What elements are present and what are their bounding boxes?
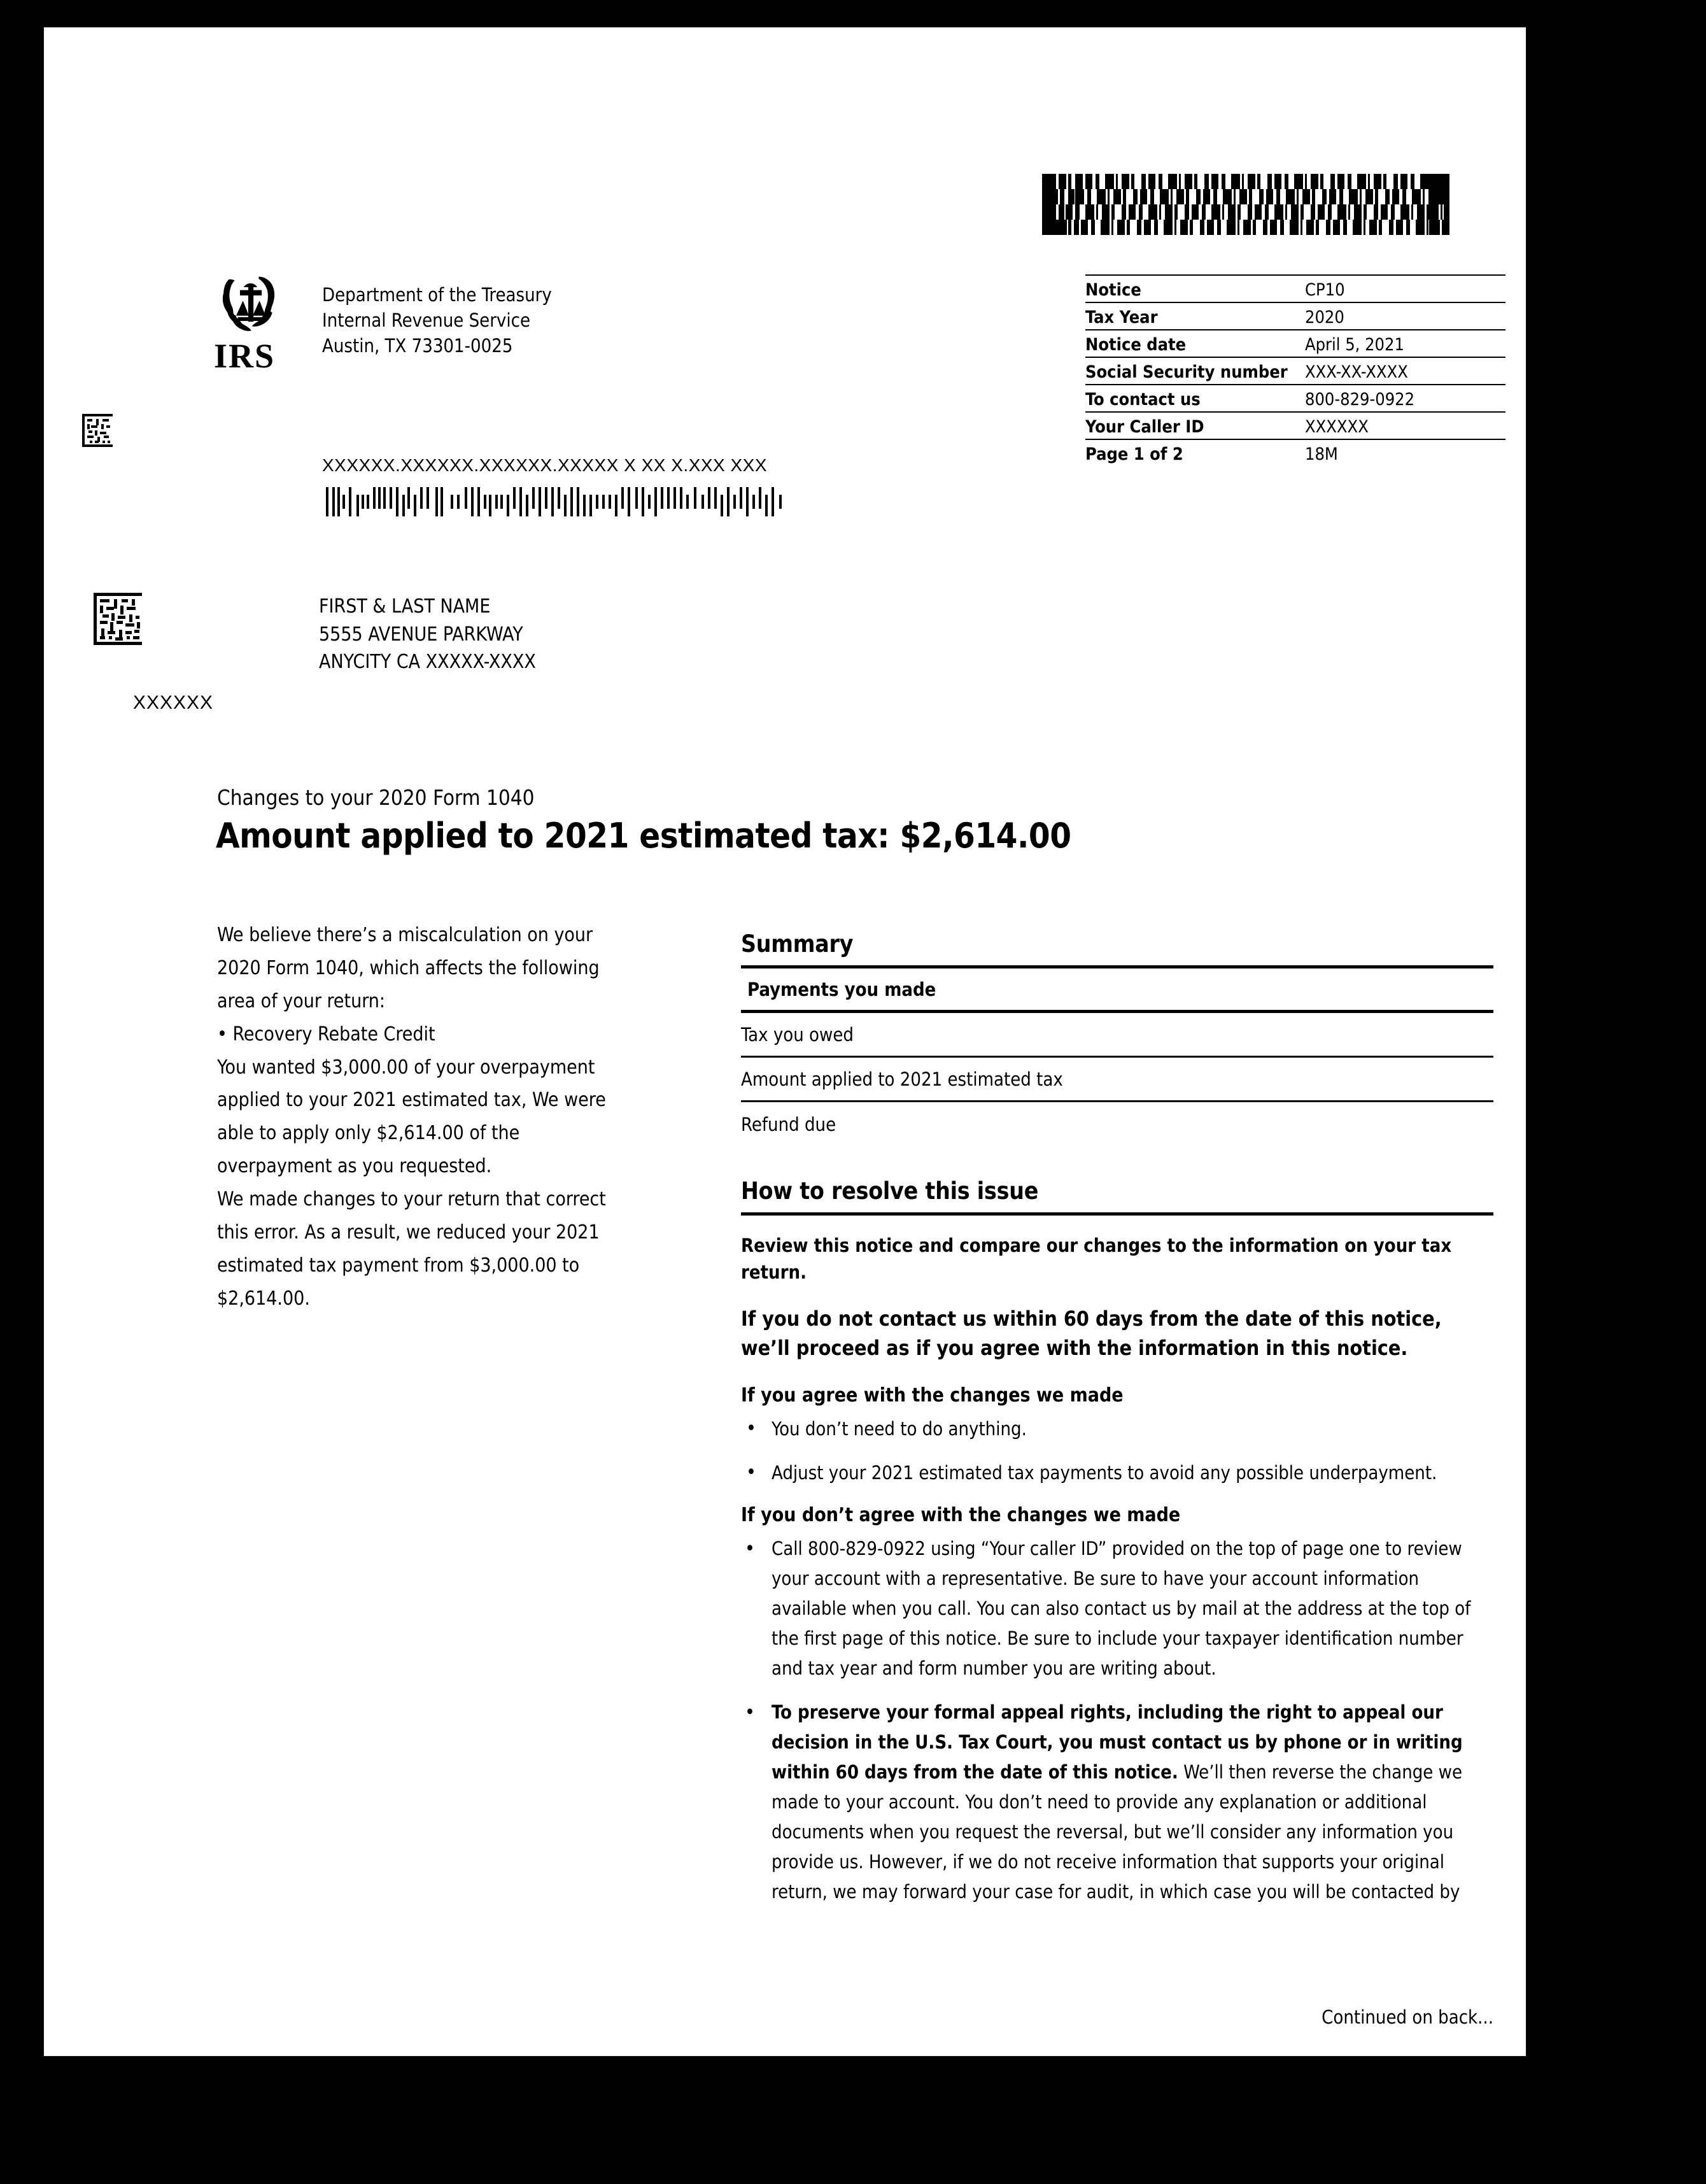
summary-label: Tax you owed [741,1023,854,1046]
notice-label: Your Caller ID [1085,417,1204,437]
deadline-paragraph: If you do not contact us within 60 days from the date of this notice, we’ll proceed as if you agree with the information in this notice. [741,1307,1442,1360]
datamatrix-code [94,593,142,645]
summary-heading: Summary [741,930,854,958]
summary-label: Payments you made [747,978,936,1000]
review-paragraph: Review this notice and compare our changes to the information on your tax return. [741,1235,1452,1284]
notice-value: April 5, 2021 [1305,335,1404,355]
list-item: • Adjust your 2021 estimated tax payments to avoid any possible underpayment. [741,1459,1493,1487]
summary-table [741,968,1493,1147]
table-row [741,1102,1493,1147]
notice-value: XXXXXX [1305,417,1369,437]
page-title: Amount applied to 2021 estimated tax: $2,614.00 [216,816,1071,856]
disagree-bullet-appeal [741,1698,1493,1907]
divider [741,1212,1493,1216]
explanation-column [217,919,631,1315]
explanation-paragraph-2: We made changes to your return that correct this error. As a result, we reduced your 2021 estimated tax payment from $3,000.00 to $2,614.00. [217,1188,606,1310]
notice-label: Notice [1085,280,1141,300]
disagree-subheading: If you don’t agree with the changes we made [741,1503,1181,1526]
address-line-1: 5555 AVENUE PARKWAY [319,623,523,646]
main-content-column [741,930,1493,2028]
agency-line-0: Department of the Treasury [322,284,552,306]
explanation-bullet: • Recovery Rebate Credit [217,1023,435,1046]
notice-label: Notice date [1085,335,1187,355]
summary-label: Amount applied to 2021 estimated tax [741,1068,1063,1090]
recipient-address-block [319,593,536,676]
irs-logo-wordmark: IRS [214,337,276,375]
lower-reference-mark: XXXXXX [133,692,214,713]
notice-label: Tax Year [1085,308,1158,327]
table-row [741,1058,1493,1102]
pdf417-barcode [1042,174,1449,235]
appeal-rights-bold: To preserve your formal appeal rights, including the right to appeal our decision in the U.S. Tax Court, you must contact us by phone or in writing within 60 days from the date of this notice. [772,1701,1463,1783]
table-row [1085,274,1505,302]
notice-value: 800-829-0922 [1305,390,1415,409]
bullet-glyph: • [745,1537,755,1560]
notice-label: Page 1 of 2 [1085,444,1183,464]
datamatrix-code [82,414,113,447]
postal-imb-barcode [326,487,784,516]
agency-address-block [322,282,552,358]
notice-value: XXX-XX-XXXX [1305,362,1408,382]
explanation-intro: We believe there’s a miscalculation on your 2020 Form 1040, which affects the following area of your return: [217,924,600,1012]
agency-line-2: Austin, TX 73301-0025 [322,335,513,357]
appeal-rights-rest: We’ll then reverse the change we made to your account. You don’t need to provide any explanation or additional documents when you request the reversal, but we’ll consider any information you provide us. However, if we do not receive information that supports your original return, we may forward your case for audit, in which case you will be contacted by [772,1761,1463,1903]
account-reference-line: XXXXXX.XXXXXX.XXXXXX.XXXXX X XX X.XXX XXX [322,455,768,475]
agree-bullet-list [741,1415,1493,1487]
table-row [1085,329,1505,357]
table-row [1085,439,1505,466]
notice-label: To contact us [1085,390,1201,409]
summary-label: Refund due [741,1114,836,1135]
disagree-call-text: Call 800-829-0922 using “Your caller ID” provided on the top of page one to review your account with a representative. Be sure to have your account information available when you call. You can also contact us by mail at the address at the top of the first page of this notice. Be sure to include your taxpayer identification number and tax year and form number you are writing about. [772,1537,1471,1679]
table-row [1085,384,1505,411]
list-item: • You don’t need to do anything. [741,1415,1493,1443]
address-line-0: FIRST & LAST NAME [319,595,491,618]
bullet-glyph: • [745,1701,755,1724]
irs-eagle-scales-logo [213,271,295,376]
continued-footer: Continued on back... [1322,2006,1493,2028]
table-row [741,1013,1493,1058]
explanation-paragraph-1: You wanted $3,000.00 of your overpayment applied to your 2021 estimated tax, We were able to apply only $2,614.00 of the overpayment as you requested. [217,1056,606,1178]
notice-value: 2020 [1305,308,1344,327]
notice-kicker: Changes to your 2020 Form 1040 [217,785,535,810]
notice-label: Social Security number [1085,362,1288,382]
notice-info-table [1085,274,1505,466]
agree-subheading: If you agree with the changes we made [741,1384,1124,1407]
table-row [1085,302,1505,329]
agency-line-1: Internal Revenue Service [322,309,531,332]
table-row [1085,411,1505,439]
notice-value: CP10 [1305,280,1345,300]
notice-page [43,27,1526,2057]
address-line-2: ANYCITY CA XXXXX-XXXX [319,651,536,673]
table-row [741,968,1493,1013]
notice-value: 18M [1305,444,1338,464]
resolve-heading: How to resolve this issue [741,1177,1039,1205]
disagree-bullet-call [741,1534,1493,1684]
table-row [1085,357,1505,384]
